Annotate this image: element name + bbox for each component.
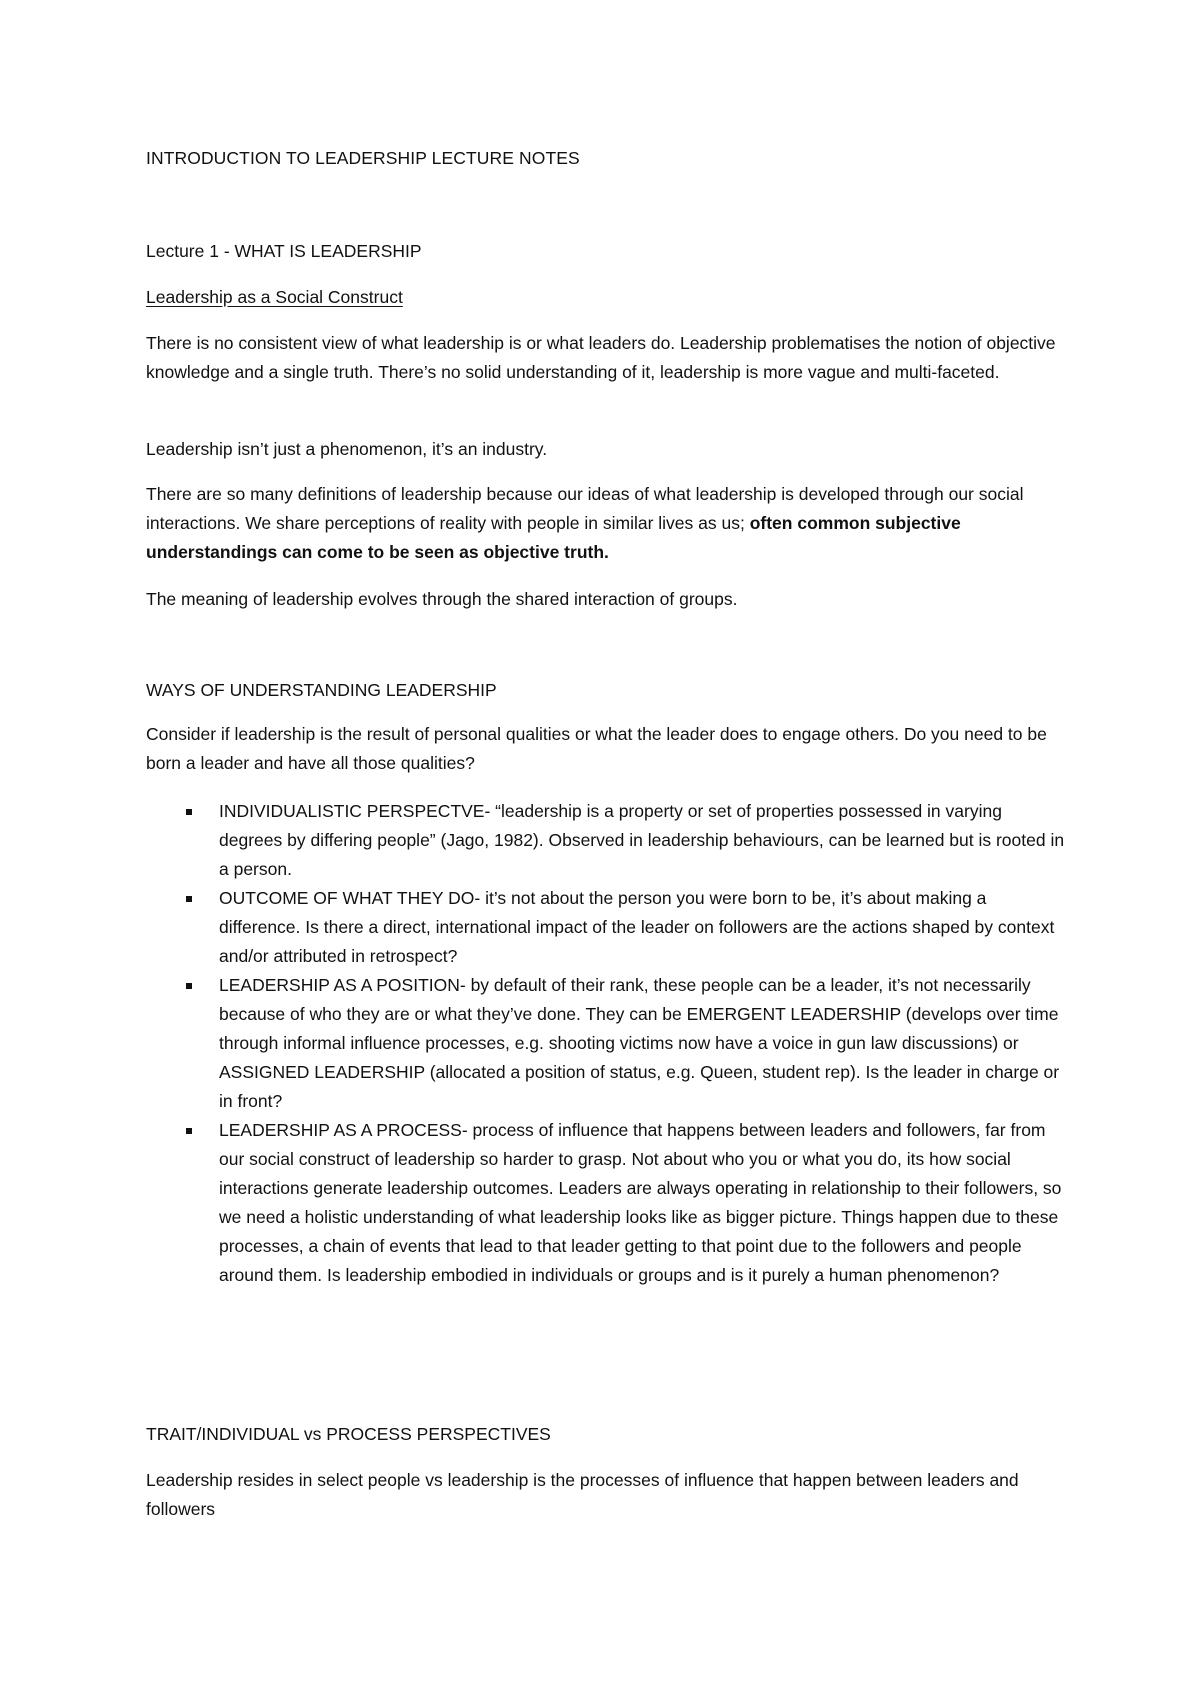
paragraph-definitions-text: There are so many definitions of leadership because our ideas of what leadership is developed through our social interactions. We share perceptions of reality with people in similar lives as us; — [146, 484, 1024, 533]
list-item — [146, 1116, 1070, 1290]
section-heading-ways: WAYS OF UNDERSTANDING LEADERSHIP — [146, 680, 497, 700]
bullet-square-icon — [186, 896, 192, 902]
bullet-square-icon — [186, 983, 192, 989]
list-item — [146, 797, 1070, 884]
paragraph-industry: Leadership isn’t just a phenomenon, it’s an industry. — [146, 439, 548, 459]
section-heading-trait: TRAIT/INDIVIDUAL vs PROCESS PERSPECTIVES — [146, 1424, 551, 1444]
section-subheading: Leadership as a Social Construct — [146, 287, 403, 307]
list-item — [146, 884, 1070, 971]
list-item-text: INDIVIDUALISTIC PERSPECTVE- “leadership is a property or set of properties possessed in varying degrees by differing people” (Jago, 1982). Observed in leadership behaviours, can be learned but is rooted in a person. — [219, 801, 1065, 879]
paragraph-trait: Leadership resides in select people vs leadership is the processes of influence that happen between leaders and followers — [146, 1470, 1019, 1519]
paragraph-definitions — [146, 480, 1070, 567]
perspective-bullet-list — [146, 797, 1070, 1290]
bullet-square-icon — [186, 809, 192, 815]
paragraph-consider: Consider if leadership is the result of personal qualities or what the leader does to engage others. Do you need to be born a leader and have all those qualities? — [146, 724, 1047, 773]
document-title: INTRODUCTION TO LEADERSHIP LECTURE NOTES — [146, 148, 580, 168]
paragraph-definitions-bold: often common subjective understandings can come to be seen as objective truth. — [146, 513, 961, 562]
bullet-square-icon — [186, 1128, 192, 1134]
lecture-heading: Lecture 1 - WHAT IS LEADERSHIP — [146, 241, 422, 261]
list-item-text: LEADERSHIP AS A POSITION- by default of their rank, these people can be a leader, it’s not necessarily because of who they are or what they’ve done. They can be EMERGENT LEADERSHIP (develops over time through informal influence processes, e.g. shooting victims now have a voice in gun law discussions) or ASSIGNED LEADERSHIP (allocated a position of status, e.g. Queen, student rep). Is the leader in charge or in front? — [219, 975, 1060, 1111]
paragraph-meaning: The meaning of leadership evolves through the shared interaction of groups. — [146, 589, 738, 609]
list-item-text: OUTCOME OF WHAT THEY DO- it’s not about the person you were born to be, it’s about making a difference. Is there a direct, international impact of the leader on followers are the actions shaped by context and/or attributed in retrospect? — [219, 888, 1055, 966]
list-item — [146, 971, 1070, 1116]
document-page — [146, 0, 1070, 1698]
paragraph-intro: There is no consistent view of what leadership is or what leaders do. Leadership problematises the notion of objective knowledge and a single truth. There’s no solid understanding of it, leadership is more vague and multi-faceted. — [146, 333, 1056, 382]
list-item-text: LEADERSHIP AS A PROCESS- process of influence that happens between leaders and followers, far from our social construct of leadership so harder to grasp. Not about who you or what you do, its how social interactions generate leadership outcomes. Leaders are always operating in relationship to their followers, so we need a holistic understanding of what leadership looks like as bigger picture. Things happen due to these processes, a chain of events that lead to that leader getting to that point due to the followers and people around them. Is leadership embodied in individuals or groups and is it purely a human phenomenon? — [219, 1120, 1062, 1285]
